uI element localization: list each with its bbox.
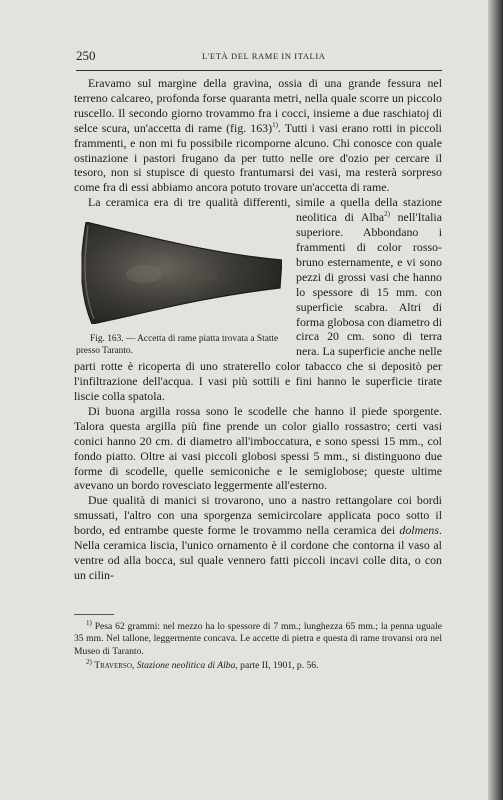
- header-rule: [76, 70, 442, 71]
- page-number: 250: [76, 48, 96, 63]
- page-header: [76, 48, 442, 64]
- paragraph: Di buona argilla rossa sono le scodelle che hanno il piede sporgente. Talora questa argilla più fine prende un color giallo rossastro; certi vasi conici hanno 20 cm. di diametro all'imboccatura, e sono spessi 15 mm., col fondo piatto. Oltre ai vasi piccoli globosi spessi 5 mm., si distinguono due forme di scodelle, quelle semiconiche e le semiglobose; queste ultime avevano un bordo rovesciato leggermente all'esterno.: [74, 403, 442, 493]
- figure: [74, 216, 286, 357]
- copper-axe-illustration: [74, 216, 286, 328]
- paragraph: La ceramica era di tre qualità differenti, simile a quella della stazione neolitica di Alba$^{2)}$ Fig. 163. — Accetta di rame piatta trovata a Statte presso Taranto. nell'Italia superiore. Abbondano i frammenti di color rosso-bruno esternamente, e vi sono pezzi di grossi vasi che hanno lo spessore di 15 mm. con superficie scabra. Altri di forma globosa con diametro di circa 20 cm. sono di terra nera. La superficie anche nelle parti rotte è ricoperta di uno straterello color tabacco che si depositò per l'infiltrazione dell'acqua. I vasi più sottili e fini hanno le superficie tirate liscie colla spatola.: [74, 195, 443, 404]
- running-title: L'ETÀ DEL RAME IN ITALIA: [202, 51, 326, 61]
- paragraph: Eravamo sul margine della gravina, ossia di una grande fessura nel terreno calcareo, profonda forse quaranta metri, nella quale scorre un piccolo ruscello. Il secondo giorno trovammo fra i cocci, insieme a due raschiatoj di selce scura, un'accetta di rame (fig. 163)$^{1)}$. Tutti i vasi erano rotti in piccoli frammenti, e non mi fu possibile ricomporne alcuno. Chi conosce con quale ostinazione i pastori frugano da per tutto nelle ore d'ozio per cercare il tesoro, non si stupisce di questo frantumarsi dei vasi, ma resterà sorpreso come fra di essi abbiamo ancora potuto trovare un'accetta di rame.: [74, 76, 442, 195]
- figure-caption: Fig. 163. — Accetta di rame piatta trovata a Statte presso Taranto.: [76, 334, 279, 356]
- footnote: $^{2)}$ Traverso, Stazione neolitica di Alba, parte II, 1901, p. 56.: [86, 658, 319, 672]
- emphasis: dolmens: [399, 523, 440, 538]
- footnote-ref: 2): [384, 210, 390, 219]
- paragraph: Due qualità di manici si trovarono, uno a nastro rettangolare coi bordi smussati, l'altro con una sporgenza semicircolare applicata poco sotto il bordo, ed entrambe queste forme le trovammo nella ceramica dei dolmens. Nella ceramica liscia, l'unico ornamento è il cordone che contorna il vaso al ventre od alla bocca, sul quale vennero fatti piccoli incavi colle dita, o con un cilin-: [74, 493, 442, 582]
- book-gutter-edge: [488, 0, 503, 800]
- footnote: $^{1)}$ Pesa 62 grammi: nel mezzo ha lo spessore di 7 mm.; lunghezza 65 mm.; la penna uguale 35 mm. Nel tallone, leggermente concava. Le accette di pietra e questa di rame trovansi ora nel Museo di Taranto.: [74, 618, 442, 657]
- footnote-ref: 1): [272, 120, 278, 129]
- body-text: [74, 76, 442, 583]
- footnote-rule: [74, 614, 114, 615]
- footnotes: [74, 614, 442, 673]
